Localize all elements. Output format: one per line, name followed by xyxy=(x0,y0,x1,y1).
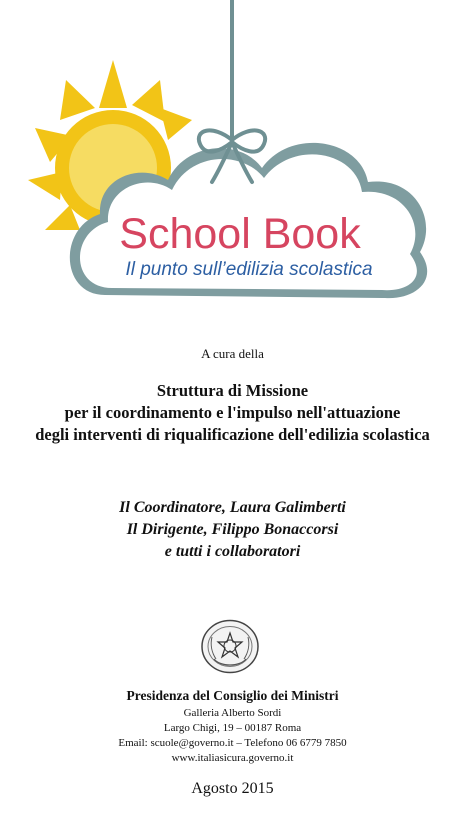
address-line: Galleria Alberto Sordi xyxy=(183,707,282,719)
struttura-line: degli interventi di riqualificazione dell'edilizia scolastica xyxy=(35,425,430,444)
website-line: www.italiasicura.governo.it xyxy=(171,752,294,764)
presidenza-heading: Presidenza del Consiglio dei Ministri xyxy=(126,688,339,703)
publication-date: Agosto 2015 xyxy=(191,780,274,797)
a-cura-label: A cura della xyxy=(201,346,264,361)
people-credits xyxy=(0,497,465,563)
address-line: Largo Chigi, 19 – 00187 Roma xyxy=(163,722,302,734)
school-book-logo xyxy=(0,0,465,310)
italian-republic-emblem-icon xyxy=(200,619,260,674)
logo-subtitle: Il punto sull’edilizia scolastica xyxy=(125,259,373,280)
coordinator-line: Il Coordinatore, Laura Galimberti xyxy=(119,499,346,516)
logo-title: School Book xyxy=(119,210,361,258)
struttura-line: per il coordinamento e l'impulso nell'attuazione xyxy=(64,403,401,422)
struttura-line: Struttura di Missione xyxy=(156,381,309,400)
director-line: Il Dirigente, Filippo Bonaccorsi xyxy=(126,521,339,538)
collaborators-line: e tutti i collaboratori xyxy=(164,543,301,560)
address-block xyxy=(0,706,465,766)
struttura-heading xyxy=(0,380,465,446)
contact-line: Email: scuole@governo.it – Telefono 06 6779 7850 xyxy=(118,737,347,749)
